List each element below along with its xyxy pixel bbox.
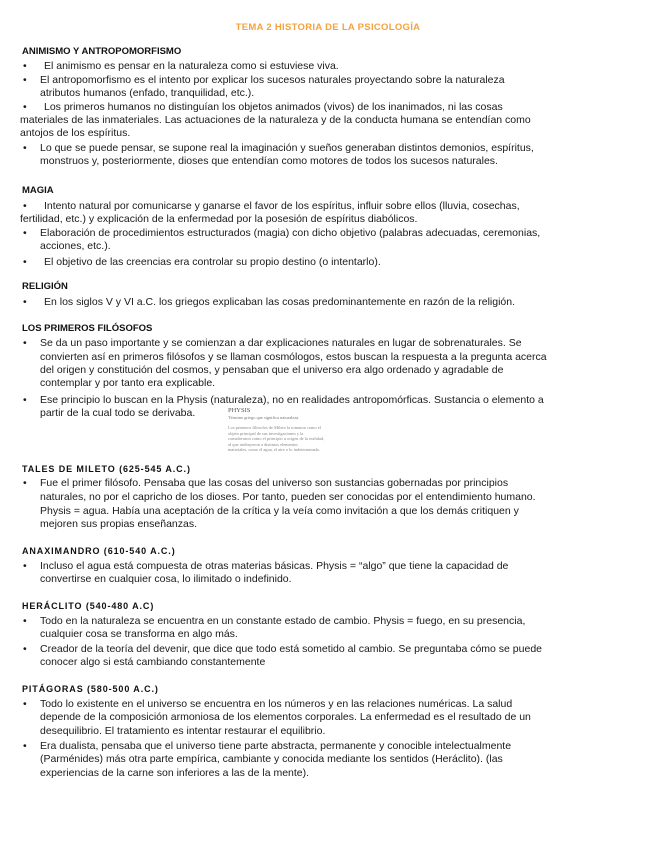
bullet: • — [23, 200, 27, 212]
heading-anaximandro: ANAXIMANDRO (610-540 A.C.) — [22, 546, 176, 556]
paragraph-line: antojos de los espíritus. — [20, 127, 131, 139]
bullet: • — [23, 142, 27, 154]
paragraph-line: del origen y constitución del cosmos, y pensaban que el universo era algo ordenado y agradable de — [40, 364, 504, 376]
paragraph-line: convertirse en cualquier cosa, lo ilimitado o indefinido. — [40, 573, 292, 585]
heading-heraclito: HERÁCLITO (540-480 A.C) — [22, 601, 155, 611]
paragraph-line: contemplar y por tanto era explicable. — [40, 377, 216, 389]
bullet: • — [23, 477, 27, 489]
paragraph-line: depende de la composición armoniosa de los elementos corporales. La enfermedad es el resultado de un — [40, 711, 531, 723]
heading-animismo: ANIMISMO Y ANTROPOMORFISMO — [22, 46, 182, 57]
paragraph-line: Se da un paso importante y se comienzan a dar explicaciones naturales en lugar de sobrenaturales. Se — [40, 337, 522, 349]
paragraph-line: El objetivo de las creencias era controlar su propio destino (o intentarlo). — [44, 256, 381, 268]
physis-subtitle: Término griego que significa naturaleza. — [228, 415, 300, 420]
bullet: • — [23, 615, 27, 627]
physis-title: PHYSIS — [228, 407, 251, 414]
paragraph-line: mejoren sus propias enseñanzas. — [40, 518, 198, 530]
paragraph-line: acciones, etc.). — [40, 240, 111, 252]
heading-filosofos: LOS PRIMEROS FILÓSOFOS — [22, 323, 153, 334]
paragraph-line: Lo que se puede pensar, se supone real la imaginación y sueños generaban distintos demonios, espíritus, — [40, 142, 534, 154]
paragraph-line: partir de la cual todo se derivaba. — [40, 407, 196, 419]
heading-magia: MAGIA — [22, 185, 54, 196]
paragraph-line: Incluso el agua está compuesta de otras materias básicas. Physis = “algo” que tiene la capacidad de — [40, 560, 509, 572]
bullet: • — [23, 296, 27, 308]
bullet: • — [23, 643, 27, 655]
paragraph-line: desequilibrio. El tratamiento es intentar restaurar el equilibrio. — [40, 725, 326, 737]
paragraph-line: materiales de las inmateriales. Las actuaciones de la naturaleza y de la conducta humana se entendían como — [20, 114, 531, 126]
paragraph-line: Todo en la naturaleza se encuentra en un constante estado de cambio. Physis = fuego, en su presencia, — [40, 615, 526, 627]
bullet: • — [23, 394, 27, 406]
paragraph-line: Ese principio lo buscan en la Physis (naturaleza), no en realidades antropomórficas. Sustancia o elemento a — [40, 394, 544, 406]
bullet: • — [23, 74, 27, 86]
paragraph-line: Fue el primer filósofo. Pensaba que las cosas del universo son sustancias gobernadas por principios — [40, 477, 509, 489]
paragraph-line: Los primeros humanos no distinguían los objetos animados (vivos) de los inanimados, ni las cosas — [44, 101, 503, 113]
physis-body: Los primeros filósofos de Mileto la tomaron como el objeto principal de sus investigaciones y la consideraron como el principio u origen de la realidad, al que atribuyeron a distintos elementos materiales, como el agua, el aire o lo indeterminado. — [228, 425, 325, 453]
heading-pitagoras: PITÁGORAS (580-500 A.C.) — [22, 684, 159, 694]
paragraph-line: conocer algo si está cambiando constantemente — [40, 656, 266, 668]
paragraph-line: Elaboración de procedimientos estructurados (magia) con dicho objetivo (palabras adecuadas, ceremonias, — [40, 227, 541, 239]
paragraph-line: monstruos y, posteriormente, dioses que entendían como motores de todos los sucesos naturales. — [40, 155, 498, 167]
paragraph-line: atributos humanos (enfado, tranquilidad, etc.). — [40, 87, 255, 99]
physis-definition-box — [228, 407, 340, 453]
bullet: • — [23, 60, 27, 72]
paragraph-line: Todo lo existente en el universo se encuentra en los números y en las relaciones numéricas. La salud — [40, 698, 513, 710]
paragraph-line: cualquier cosa se transforma en algo más. — [40, 628, 238, 640]
paragraph-line: Era dualista, pensaba que el universo tiene parte abstracta, permanente y conocible intelectualmente — [40, 740, 512, 752]
heading-religion: RELIGIÓN — [22, 281, 68, 292]
bullet: • — [23, 101, 27, 113]
paragraph-line: Physis = agua. Había una aceptación de la crítica y la veía como invitación a que los demás critiquen y — [40, 505, 519, 517]
bullet: • — [23, 698, 27, 710]
paragraph-line: Creador de la teoría del devenir, que dice que todo está sometido al cambio. Se preguntaba cómo se puede — [40, 643, 542, 655]
bullet: • — [23, 256, 27, 268]
paragraph-line: Intento natural por comunicarse y ganarse el favor de los espíritus, influir sobre ellos (lluvia, cosechas, — [44, 200, 520, 212]
bullet: • — [23, 560, 27, 572]
paragraph-line: experiencias de la carne son inferiores a las de la mente). — [40, 767, 310, 779]
bullet: • — [23, 227, 27, 239]
bullet: • — [23, 337, 27, 349]
bullet: • — [23, 740, 27, 752]
paragraph-line: El animismo es pensar en la naturaleza como si estuviese viva. — [44, 60, 339, 72]
document-title: TEMA 2 HISTORIA DE LA PSICOLOGÍA — [235, 22, 421, 33]
paragraph-line: fertilidad, etc.) y explicación de la enfermedad por la posesión de espíritus diabólicos. — [20, 213, 418, 225]
heading-tales: TALES DE MILETO (625-545 A.C.) — [22, 464, 191, 474]
paragraph-line: (Parménides) más otra parte empírica, cambiante y conocida mediante los sentidos (Heráclito). (las — [40, 753, 503, 765]
paragraph-line: En los siglos V y VI a.C. los griegos explicaban las cosas predominantemente en razón de la religión. — [44, 296, 516, 308]
paragraph-line: convierten así en primeros filósofos y se llaman cosmólogos, estos buscan la respuesta a la pregunta acerca — [40, 351, 547, 363]
paragraph-line: naturales, no por el capricho de los dioses. Por tanto, pueden ser conocidas por el entendimiento humano. — [40, 491, 536, 503]
paragraph-line: El antropomorfismo es el intento por explicar los sucesos naturales proyectando sobre la naturaleza — [40, 74, 505, 86]
